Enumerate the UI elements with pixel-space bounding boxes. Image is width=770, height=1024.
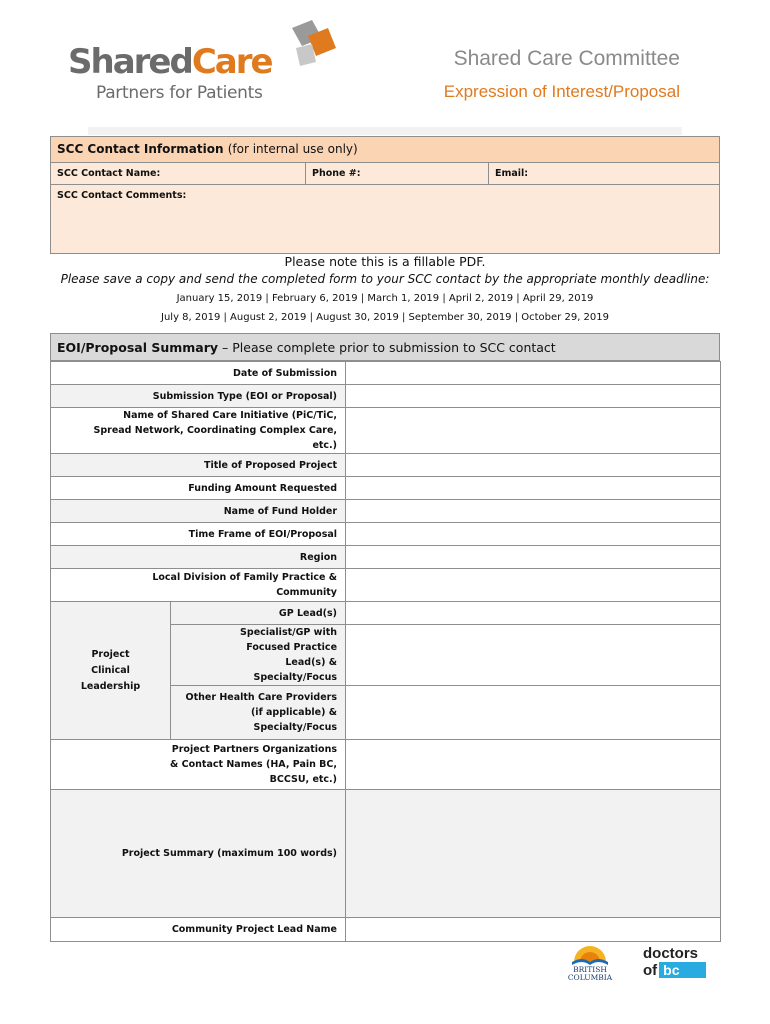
project-clinical-leadership-label	[51, 602, 171, 740]
fund-holder-input[interactable]	[346, 500, 721, 523]
scc-email-field[interactable]	[489, 163, 719, 184]
row-label-specialist-leads: Specialist/GP with Focused Practice Lead(s) & Specialty/Focus	[171, 625, 346, 686]
table-row	[51, 408, 721, 454]
table-row	[51, 477, 721, 500]
row-label-project-partners: Project Partners Organizations & Contact Names (HA, Pain BC, BCCSU, etc.)	[51, 740, 346, 790]
doctors-of-bc-word-bc: bc	[659, 962, 705, 978]
time-frame-input[interactable]	[346, 523, 721, 546]
community-lead-input[interactable]	[346, 918, 721, 942]
table-row	[51, 454, 721, 477]
gp-leads-input[interactable]	[346, 602, 721, 625]
logo-tagline: Partners for Patients	[96, 83, 263, 103]
scc-contact-row	[51, 163, 719, 185]
header-divider	[88, 127, 682, 135]
table-row	[51, 918, 721, 942]
form-title: Shared Care Committee	[453, 47, 680, 70]
deadlines-line-2: July 8, 2019 | August 2, 2019 | August 30, 2019 | September 30, 2019 | October 29, 2019	[161, 312, 609, 323]
eoi-summary-table	[50, 361, 721, 942]
leadership-group-text: Project Clinical Leadership	[80, 648, 141, 692]
row-label-time-frame: Time Frame of EOI/Proposal	[51, 523, 346, 546]
scc-contact-section	[50, 136, 720, 254]
project-title-input[interactable]	[346, 454, 721, 477]
project-partners-input[interactable]	[346, 740, 721, 790]
row-label-gp-leads: GP Lead(s)	[171, 602, 346, 625]
row-label-local-division: Local Division of Family Practice & Community	[51, 569, 346, 602]
table-row	[51, 569, 721, 602]
deadlines-line-1: January 15, 2019 | February 6, 2019 | March 1, 2019 | April 2, 2019 | April 29, 2019	[176, 293, 594, 304]
initiative-name-input[interactable]	[346, 408, 721, 454]
table-row	[51, 385, 721, 408]
doctors-of-bc-word-of: of	[643, 962, 658, 979]
local-division-input[interactable]	[346, 569, 721, 602]
region-input[interactable]	[346, 546, 721, 569]
row-label-funding-amount: Funding Amount Requested	[51, 477, 346, 500]
row-label-project-summary: Project Summary (maximum 100 words)	[51, 790, 346, 918]
scc-heading-text: SCC Contact Information	[57, 142, 224, 156]
funding-amount-input[interactable]	[346, 477, 721, 500]
fillable-note: Please note this is a fillable PDF.	[284, 254, 486, 269]
submission-type-input[interactable]	[346, 385, 721, 408]
table-row	[51, 546, 721, 569]
specialist-leads-input[interactable]	[346, 625, 721, 686]
logo-word-care: Care	[191, 42, 272, 82]
row-label-community-lead: Community Project Lead Name	[51, 918, 346, 942]
eoi-heading-bold: EOI/Proposal Summary	[57, 340, 219, 355]
table-row	[51, 500, 721, 523]
british-columbia-logo-text: BRITISH COLUMBIA	[567, 965, 613, 982]
scc-comments-label: SCC Contact Comments:	[57, 190, 187, 201]
scc-comments-field[interactable]	[51, 185, 719, 253]
row-label-submission-type: Submission Type (EOI or Proposal)	[51, 385, 346, 408]
scc-contact-name-field[interactable]	[51, 163, 306, 184]
scc-phone-field[interactable]	[306, 163, 489, 184]
scc-email-label: Email:	[495, 168, 529, 179]
sharedcare-logo	[68, 42, 272, 82]
scc-contact-name-label: SCC Contact Name:	[57, 168, 161, 179]
scc-contact-heading	[51, 137, 719, 163]
submission-instruction: Please save a copy and send the completed form to your SCC contact by the appropriate monthly deadline:	[60, 272, 710, 286]
row-label-project-title: Title of Proposed Project	[51, 454, 346, 477]
eoi-heading-rest: – Please complete prior to submission to SCC contact	[222, 340, 556, 355]
eoi-summary-heading	[50, 333, 720, 361]
logo-word-shared: Shared	[68, 42, 192, 82]
table-row	[51, 362, 721, 385]
row-label-other-providers: Other Health Care Providers (if applicable) & Specialty/Focus	[171, 686, 346, 740]
form-subtitle: Expression of Interest/Proposal	[443, 82, 680, 101]
doctors-of-bc-logo	[643, 946, 706, 979]
sharedcare-logo-icon	[282, 18, 338, 74]
other-providers-input[interactable]	[346, 686, 721, 740]
date-of-submission-input[interactable]	[346, 362, 721, 385]
row-label-fund-holder: Name of Fund Holder	[51, 500, 346, 523]
project-summary-input[interactable]	[346, 790, 721, 918]
scc-heading-note: (for internal use only)	[227, 142, 358, 156]
doctors-of-bc-word-doctors: doctors	[643, 945, 699, 962]
row-label-initiative-name: Name of Shared Care Initiative (PiC/TiC, Spread Network, Coordinating Complex Care, etc.)	[51, 408, 346, 454]
row-label-date-of-submission: Date of Submission	[51, 362, 346, 385]
table-row	[51, 602, 721, 625]
table-row	[51, 790, 721, 918]
table-row	[51, 523, 721, 546]
table-row	[51, 740, 721, 790]
scc-phone-label: Phone #:	[312, 168, 361, 179]
row-label-region: Region	[51, 546, 346, 569]
